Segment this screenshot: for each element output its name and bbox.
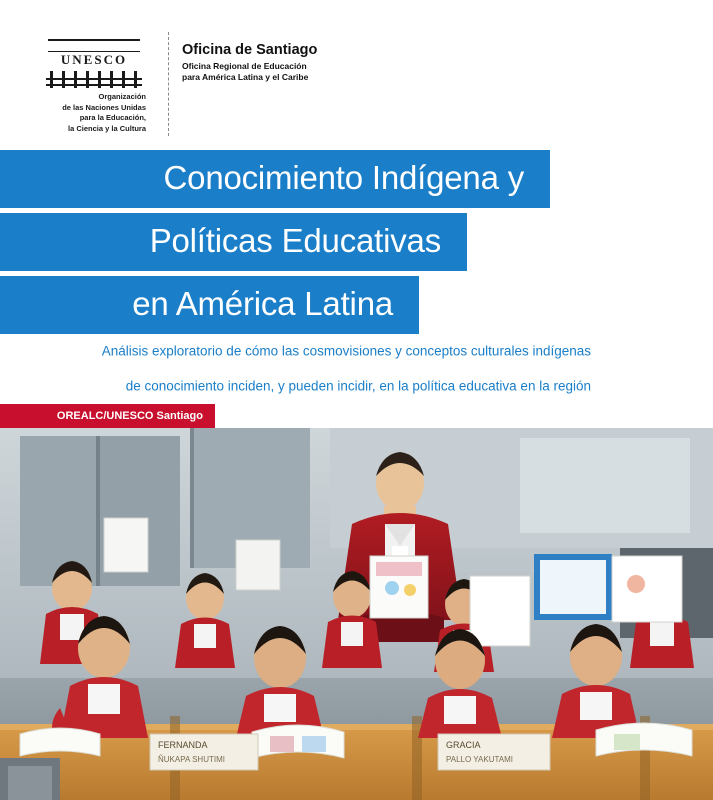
subtitle-band-1 <box>0 336 609 366</box>
svg-text:GRACIA: GRACIA <box>446 740 481 750</box>
logo-divider <box>168 32 170 136</box>
header <box>0 0 713 140</box>
title-line-1: Conocimiento Indígena y <box>163 159 524 197</box>
title-band-2 <box>0 213 467 271</box>
subtitle-line-1: Análisis exploratorio de cómo las cosmovisiones y conceptos culturales indígenas <box>101 343 591 359</box>
temple-base <box>46 78 142 86</box>
subtitle-band-2 <box>0 371 609 401</box>
publisher-badge-label: OREALC/UNESCO Santiago <box>56 410 203 422</box>
office-subtitle-line-1: Oficina Regional de Educación <box>182 61 307 71</box>
unesco-temple-logo <box>42 34 142 86</box>
svg-text:PALLO YAKUTAMI: PALLO YAKUTAMI <box>446 755 513 764</box>
temple-roof <box>48 39 140 52</box>
office-title: Oficina de Santiago <box>182 42 318 58</box>
office-subtitle <box>182 61 382 83</box>
org-line-4: la Ciencia y la Cultura <box>68 123 146 133</box>
svg-text:FERNANDA: FERNANDA <box>158 740 208 750</box>
unesco-logo-block <box>42 30 332 135</box>
subtitle-line-2: de conocimiento inciden, y pueden incidir, en la política educativa en la región <box>125 378 591 394</box>
org-line-2: de las Naciones Unidas <box>62 102 146 112</box>
desk-name-card-left <box>150 734 258 770</box>
desk-name-card-right <box>438 734 550 770</box>
unesco-wordmark: UNESCO <box>60 52 128 67</box>
org-line-3: para la Educación, <box>79 113 146 122</box>
office-subtitle-line-2: para América Latina y el Caribe <box>182 72 309 82</box>
unesco-organization-text <box>42 92 146 134</box>
title-line-3: en América Latina <box>132 285 393 323</box>
publisher-badge <box>0 404 215 428</box>
title-line-2: Políticas Educativas <box>149 222 441 260</box>
org-line-1: Organización <box>98 92 146 101</box>
title-band-3 <box>0 276 419 334</box>
title-band-1 <box>0 150 550 208</box>
cover-classroom-photograph <box>0 428 713 800</box>
svg-text:ÑUKAPA SHUTIMI: ÑUKAPA SHUTIMI <box>158 755 225 764</box>
